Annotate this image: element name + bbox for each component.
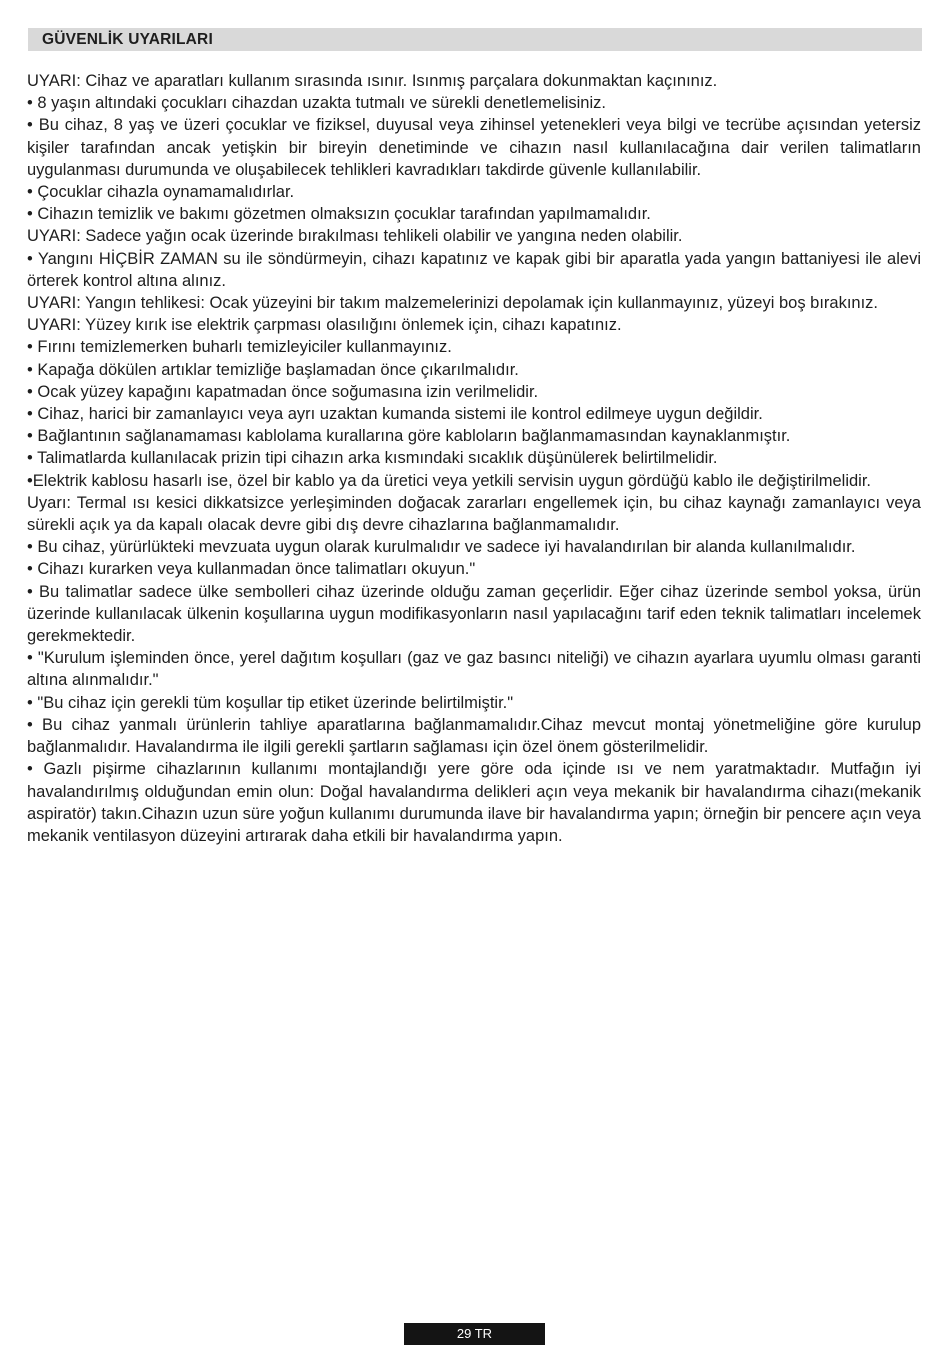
warning-paragraph: Uyarı: Termal ısı kesici dikkatsizce yerleşiminden doğacak zararları engellemek için, bu cihaz kaynağı zamanlayıcı veya sürekli açık ya da kapalı olacak devre gibi dış devre cihazlarına bağlanmamalıdır. xyxy=(27,493,921,535)
warning-paragraph: • 8 yaşın altındaki çocukları cihazdan uzakta tutmalı ve sürekli denetlemelisiniz. xyxy=(27,94,606,113)
warning-paragraph: UYARI: Sadece yağın ocak üzerinde bırakılması tehlikeli olabilir ve yangına neden olabilir. xyxy=(27,227,683,246)
warning-paragraph: • "Bu cihaz için gerekli tüm koşullar tip etiket üzerinde belirtilmiştir." xyxy=(27,693,514,712)
section-header-bar xyxy=(28,28,922,51)
page-number-badge: 29 TR xyxy=(404,1323,545,1345)
warning-paragraph: • Yangını HİÇBİR ZAMAN su ile söndürmeyin, cihazı kapatınız ve kapak gibi bir aparatla yada yangın battaniyesi ile alevi örterek kontrol altına alınız. xyxy=(27,249,921,290)
warning-paragraph: • Bu cihaz, yürürlükteki mevzuata uygun olarak kurulmalıdır ve sadece iyi havalandırılan bir alanda kullanılmalıdır. xyxy=(27,538,856,557)
warning-paragraph: UYARI: Cihaz ve aparatları kullanım sırasında ısınır. Isınmış parçalara dokunmaktan kaçınınız. xyxy=(27,72,718,90)
warning-paragraph: • Bu cihaz yanmalı ürünlerin tahliye aparatlarına bağlanmamalıdır.Cihaz mevcut montaj yönetmeliğine göre kurulup bağlanmalıdır. Havalandırma ile ilgili gerekli şartların sağlaması için özel önem gösterilmelidir. xyxy=(27,715,921,757)
warning-paragraph: • Bağlantının sağlanamaması kablolama kurallarına göre kabloların bağlanmamasından kaynaklanmıştır. xyxy=(27,427,791,446)
warning-paragraph: • Kapağa dökülen artıklar temizliğe başlamadan önce çıkarılmalıdır. xyxy=(27,360,519,379)
warning-paragraph: • Ocak yüzey kapağını kapatmadan önce soğumasına izin verilmelidir. xyxy=(27,382,539,401)
warning-paragraph: • Gazlı pişirme cihazlarının kullanımı montajlandığı yere göre oda içinde ısı ve nem yaratmaktadır. Mutfağın iyi havalandırılmış olduğundan emin olun: Doğal havalandırma delikleri açın veya mekanik bir havalandırma cihazı(mekanik aspiratör) takın.Cihazın uzun süre yoğun kullanımı durumunda ilave bir havalandırma yapın; örneğin bir pencere açın veya mekanik ventilasyon düzeyini artırarak daha etkili bir havalandırma yapın. xyxy=(27,760,921,845)
warning-paragraph: • Fırını temizlemerken buharlı temizleyiciler kullanmayınız. xyxy=(27,338,452,357)
warning-paragraph: • Talimatlarda kullanılacak prizin tipi cihazın arka kısmındaki sıcaklık düşünülerek belirtilmelidir. xyxy=(27,449,718,468)
warning-paragraph: UYARI: Yangın tehlikesi: Ocak yüzeyini bir takım malzemelerinizi depolamak için kullanmayınız, yüzeyi boş bırakınız. xyxy=(27,294,879,313)
warning-paragraph: •Elektrik kablosu hasarlı ise, özel bir kablo ya da üretici veya yetkili servisin uygun gördüğü kablo ile değiştirilmelidir. xyxy=(27,471,872,490)
warning-paragraph: • Cihaz, harici bir zamanlayıcı veya ayrı uzaktan kumanda sistemi ile kontrol edilmeye uygun değildir. xyxy=(27,405,763,424)
warning-paragraph: UYARI: Yüzey kırık ise elektrik çarpması olasılığını önlemek için, cihazı kapatınız. xyxy=(27,316,622,335)
warning-paragraph: • Çocuklar cihazla oynamamalıdırlar. xyxy=(27,183,295,202)
section-title: GÜVENLİK UYARILARI xyxy=(42,31,213,48)
warning-paragraph: • Cihazın temizlik ve bakımı gözetmen olmaksızın çocuklar tarafından yapılmamalıdır. xyxy=(27,205,651,224)
warnings-body xyxy=(27,70,921,847)
warning-paragraph: • Bu talimatlar sadece ülke sembolleri cihaz üzerinde olduğu zaman geçerlidir. Eğer cihaz üzerinde sembol yoksa, ürün üzerinde kullanılacak ülkenin koşullarına uygun modifikasyonların nasıl yapılacağını tarif eden teknik talimatları incelemek gerekmektedir. xyxy=(27,582,921,646)
warning-paragraph: • Cihazı kurarken veya kullanmadan önce talimatları okuyun." xyxy=(27,560,476,579)
warning-paragraph: • "Kurulum işleminden önce, yerel dağıtım koşulları (gaz ve gaz basıncı niteliği) ve cihazın ayarlara uyumlu olması garanti altına alınmalıdır." xyxy=(27,649,921,690)
warning-paragraph: • Bu cihaz, 8 yaş ve üzeri çocuklar ve fiziksel, duyusal veya zihinsel yetenekleri veya bilgi ve tecrübe açısından yetersiz kişiler tarafından ancak yetişkin bir bireyin denetiminde ve cihazın nasıl kullanılacağına dair verilen talimatların uygulanması durumunda ve oluşabilecek tehlikleri kavradıkları takdirde güvenle kullanılabilir. xyxy=(27,116,921,179)
